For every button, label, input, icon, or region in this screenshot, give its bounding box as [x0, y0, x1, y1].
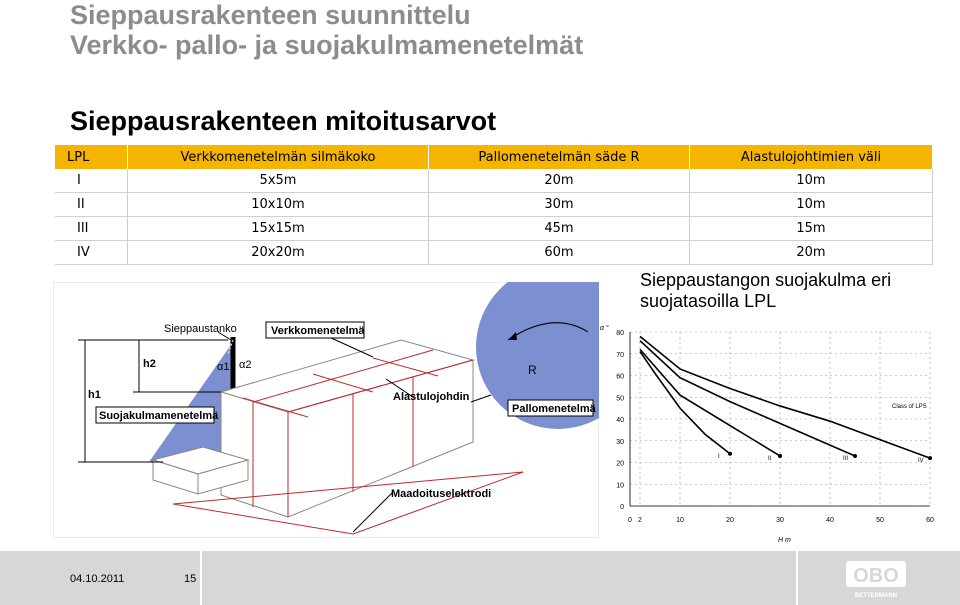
- protection-angle-chart: [598, 320, 940, 548]
- table-cell: 20m: [429, 169, 690, 193]
- table-cell: I: [55, 169, 128, 193]
- y-tick-label: 40: [616, 417, 624, 424]
- label-h2: h2: [143, 358, 156, 370]
- x-tick-label: 40: [826, 517, 834, 524]
- table-row: [55, 217, 933, 241]
- table-cell: 10m: [690, 169, 933, 193]
- table-header-row: [55, 145, 933, 169]
- page-title: Sieppausrakenteen suunnittelu: [70, 0, 471, 30]
- y-tick-label: 0: [620, 504, 624, 511]
- header-sphere-radius: Pallomenetelmän säde R: [429, 145, 690, 169]
- table-row: [55, 193, 933, 217]
- table-row: [55, 169, 933, 193]
- x-tick-label: 20: [726, 517, 734, 524]
- label-air-terminal: Sieppaustanko: [164, 323, 237, 335]
- label-alpha2: α2: [239, 359, 252, 371]
- logo-subtext: BETTERMANN: [855, 593, 897, 599]
- footer: [0, 551, 960, 605]
- series-end-point-II: [778, 454, 782, 458]
- x-tick-label: 60: [926, 517, 934, 524]
- x-tick-label: 10: [676, 517, 684, 524]
- y-tick-label: 10: [616, 482, 624, 490]
- series-label-IV: IV: [918, 458, 924, 465]
- x-tick-label: 50: [876, 517, 884, 524]
- series-line-II: [640, 349, 780, 456]
- dimension-table: [55, 145, 933, 265]
- x-tick-label: 2: [638, 517, 642, 524]
- x-tick-label: 0: [628, 517, 632, 524]
- table-row: [55, 241, 933, 265]
- footer-date: 04.10.2011: [70, 573, 125, 585]
- y-tick-label: 30: [616, 438, 624, 446]
- caption-line-1: Sieppaustangon suojakulma eri: [640, 270, 892, 290]
- y-tick-label: 70: [616, 351, 624, 359]
- label-alpha1: α1: [217, 361, 230, 373]
- y-tick-label: 60: [616, 373, 624, 381]
- header-mesh-size: Verkkomenetelmän silmäkoko: [128, 145, 429, 169]
- label-sphere-method: Pallomenetelmä: [512, 403, 596, 415]
- series-end-point-III: [853, 454, 857, 458]
- legend-title: Class of LPS: [892, 404, 927, 410]
- label-earth-electrode: Maadoituselektrodi: [391, 488, 492, 500]
- footer-middle-panel: [202, 551, 796, 605]
- table-cell: 30m: [429, 193, 690, 217]
- series-label-II: II: [768, 455, 772, 462]
- label-angle-method: Suojakulmamenetelmä: [99, 410, 219, 422]
- table-cell: 15x15m: [128, 217, 429, 241]
- logo-text: OBO: [853, 565, 899, 587]
- section-subtitle: Sieppausrakenteen mitoitusarvot: [70, 106, 497, 136]
- table-cell: 45m: [429, 217, 690, 241]
- y-tick-label: 50: [616, 395, 624, 403]
- caption-line-2: suojatasoilla LPL: [640, 291, 777, 311]
- table-cell: 5x5m: [128, 169, 429, 193]
- obo-logo: [846, 559, 906, 599]
- page-number: 15: [184, 573, 197, 585]
- series-end-point-IV: [928, 456, 932, 460]
- building-illustration: [53, 282, 599, 538]
- series-end-point-I: [728, 452, 732, 456]
- y-tick-label: 20: [616, 460, 624, 468]
- table-cell: 10m: [690, 193, 933, 217]
- table-cell: 15m: [690, 217, 933, 241]
- y-axis-label: α °: [600, 325, 609, 332]
- table-cell: II: [55, 193, 128, 217]
- series-line-I: [640, 352, 730, 454]
- label-radius: R: [528, 363, 537, 377]
- label-down-conductor: Alastulojohdin: [393, 391, 470, 403]
- protection-angle-caption: [640, 270, 891, 312]
- page-title-line2: Verkko- pallo- ja suojakulmamenetelmät: [70, 30, 584, 60]
- table-cell: 20x20m: [128, 241, 429, 265]
- table-cell: 20m: [690, 241, 933, 265]
- y-tick-label: 80: [616, 330, 624, 337]
- x-axis-label: H m: [778, 537, 791, 544]
- header-lpl: LPL: [55, 145, 128, 169]
- label-h1: h1: [88, 389, 101, 401]
- table-cell: IV: [55, 241, 128, 265]
- series-label-I: I: [718, 453, 720, 460]
- x-tick-label: 30: [776, 517, 784, 524]
- table-cell: III: [55, 217, 128, 241]
- header-downconductor-spacing: Alastulojohtimien väli: [690, 145, 933, 169]
- series-label-III: III: [843, 455, 849, 462]
- label-mesh-method: Verkkomenetelmä: [271, 325, 365, 337]
- table-cell: 60m: [429, 241, 690, 265]
- table-cell: 10x10m: [128, 193, 429, 217]
